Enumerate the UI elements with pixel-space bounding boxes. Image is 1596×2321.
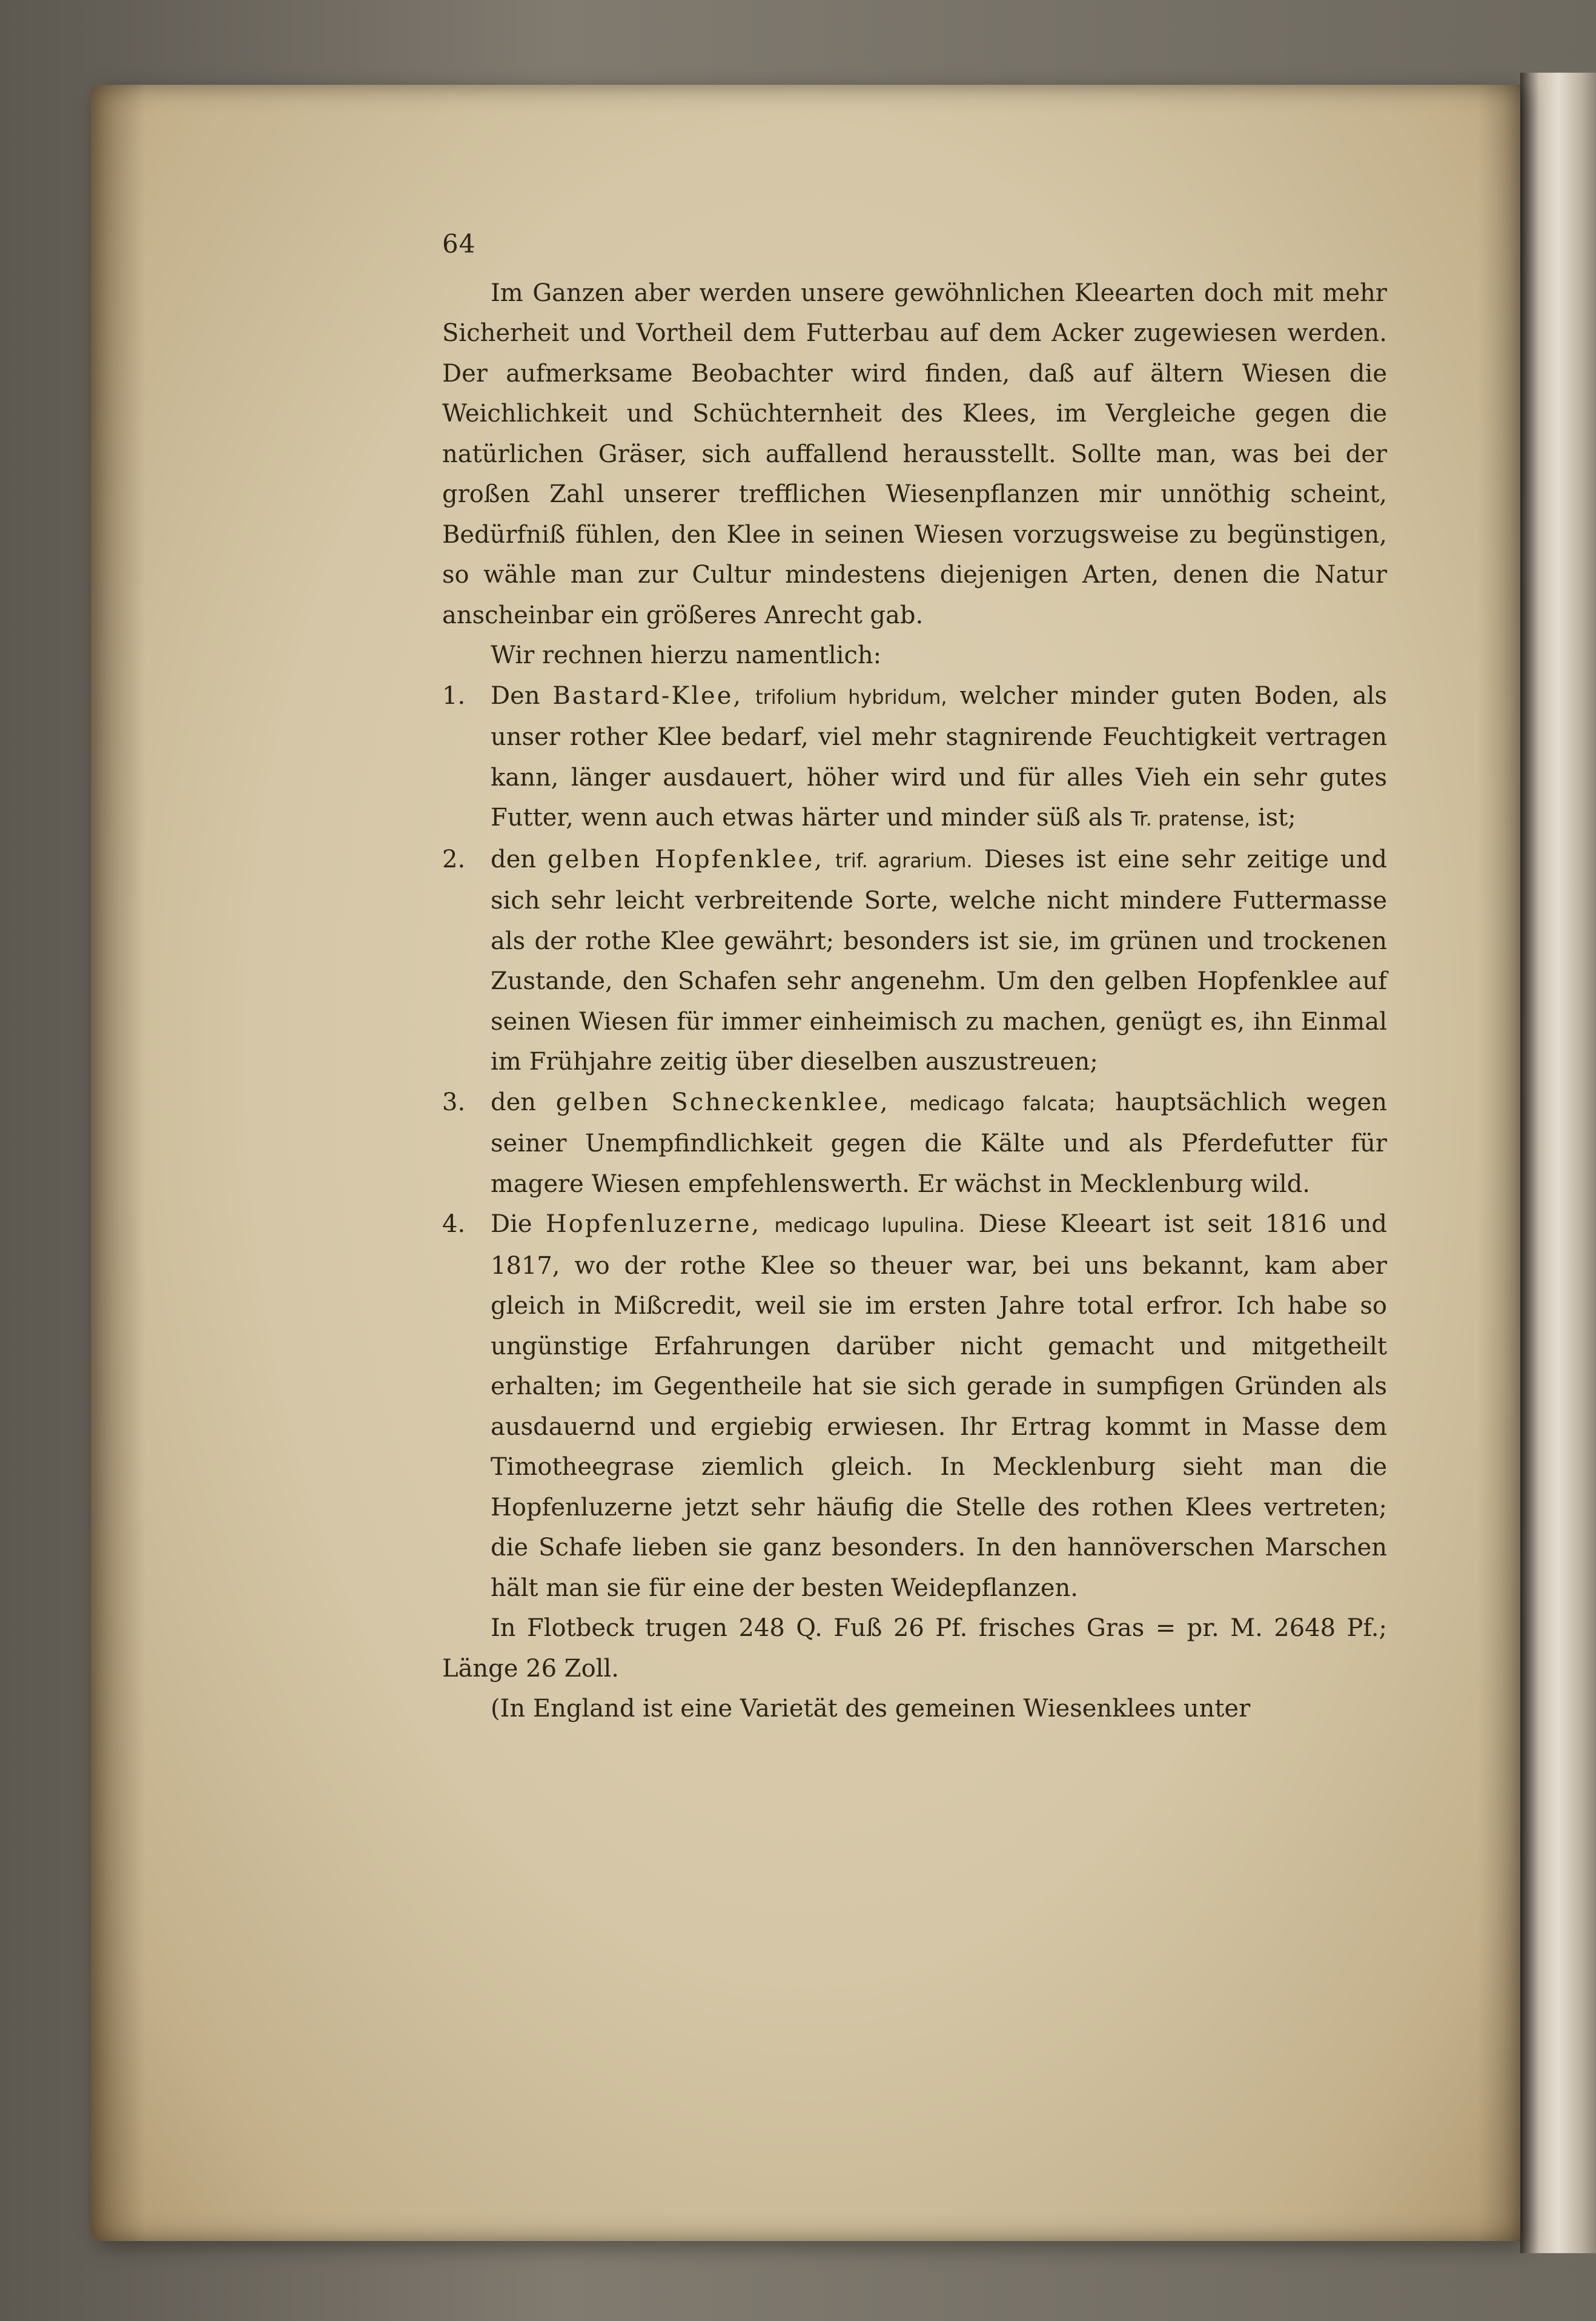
item-latin: medicago lupulina. [774, 1214, 965, 1237]
item-name: Bastard-Klee, [552, 681, 743, 710]
item-text: Diese Kleeart ist seit 1816 und 1817, wo der rothe Klee so theuer war, bei uns bekannt, kam aber gleich in Mißcredit, weil sie im ersten Jahre total erfror. Ich habe so ungünstige Erfahrungen darüber nicht gemacht und mitgetheilt erhalten; im Gegentheile hat sie sich gerade in sumpfigen Gründen als ausdauernd und ergiebig erwiesen. Ihr Ertrag kommt in Masse dem Timotheegrase ziemlich gleich. In Mecklenburg sieht man die Hopfenluzerne jetzt sehr häufig die Stelle des rothen Klees vertreten; die Schafe lieben sie ganz besonders. In den hannöverschen Marschen hält man sie für eine der besten Weidepflanzen. [491, 1210, 1387, 1602]
item-body [491, 1082, 1387, 1205]
item-latin: trif. agrarium. [835, 849, 973, 872]
list-item [442, 839, 1387, 1082]
page-number: 64 [442, 229, 476, 259]
item-latin: medicago falcata; [909, 1091, 1096, 1115]
item-text: Dieses ist eine sehr zeitige und sich sehr leicht verbreitende Sorte, welche nicht mindere Futtermasse als der rothe Klee gewährt; besonders ist sie, im grünen und trockenen Zustande, den Schafen sehr angenehm. Um den gelben Hopfenklee auf seinen Wiesen für immer einheimisch zu machen, genügt es, ihn Einmal im Frühjahre zeitig über dieselben auszustreuen; [491, 845, 1388, 1076]
lead-line: Wir rechnen hierzu namentlich: [491, 641, 882, 669]
item-pre: Die [491, 1210, 532, 1238]
item-text: welcher minder guten Boden, als unser rother Klee bedarf, viel mehr stagnirende Feuchtigkeit vertragen kann, länger ausdauert, höher wird und für alles Vieh ein sehr gutes Futter, wenn auch etwas härter und minder süß als [491, 681, 1387, 832]
page-edge-right [1520, 73, 1596, 2253]
list-item [442, 1204, 1387, 1608]
item-number: 2. [442, 845, 466, 873]
item-pre: Den [491, 681, 540, 710]
flotbeck-paragraph: In Flotbeck trugen 248 Q. Fuß 26 Pf. frisches Gras = pr. M. 2648 Pf.; Länge 26 Zoll. [442, 1614, 1387, 1683]
item-name: Hopfenluzerne, [545, 1210, 761, 1238]
item-name: gelben Schneckenklee, [555, 1088, 890, 1116]
spine-shadow [1478, 85, 1520, 2241]
item-name: gelben Hopfenklee, [548, 845, 824, 873]
item-latin: trifolium hybridum, [755, 685, 947, 709]
item-body [491, 1204, 1387, 1608]
item-latin-2: Tr. pratense, [1130, 807, 1251, 830]
item-body [491, 839, 1387, 1082]
list-item [442, 676, 1387, 839]
page-text [442, 224, 1387, 1729]
item-pre: den [491, 845, 537, 873]
item-text-2: ist; [1257, 804, 1296, 832]
list-item [442, 1082, 1387, 1205]
page-shadow-left [91, 85, 145, 2241]
item-body [491, 676, 1387, 839]
item-text: hauptsächlich wegen seiner Unempfindlichkeit gegen die Kälte und als Pferdefutter für magere Wiesen empfehlenswerth. Er wächst in Mecklenburg wild. [491, 1088, 1387, 1198]
item-number: 3. [442, 1088, 466, 1116]
item-number: 1. [442, 681, 466, 710]
intro-paragraph: Im Ganzen aber werden unsere gewöhnlichen Kleearten doch mit mehr Sicherheit und Vortheil dem Futterbau auf dem Acker zugewiesen werden. Der aufmerksame Beobachter wird finden, daß auf ältern Wiesen die Weichlichkeit und Schüchternheit des Klees, im Vergleiche gegen die natürlichen Gräser, sich auffallend herausstellt. Sollte man, was bei der großen Zahl unserer trefflichen Wiesenpflanzen mir unnöthig scheint, Bedürfniß fühlen, den Klee in seinen Wiesen vorzugsweise zu begünstigen, so wähle man zur Cultur mindestens diejenigen Arten, denen die Natur anscheinbar ein größeres Anrecht gab. [442, 279, 1387, 629]
item-pre: den [491, 1088, 537, 1116]
item-number: 4. [442, 1210, 466, 1238]
england-line: (In England ist eine Varietät des gemeinen Wiesenklees unter [491, 1695, 1251, 1723]
